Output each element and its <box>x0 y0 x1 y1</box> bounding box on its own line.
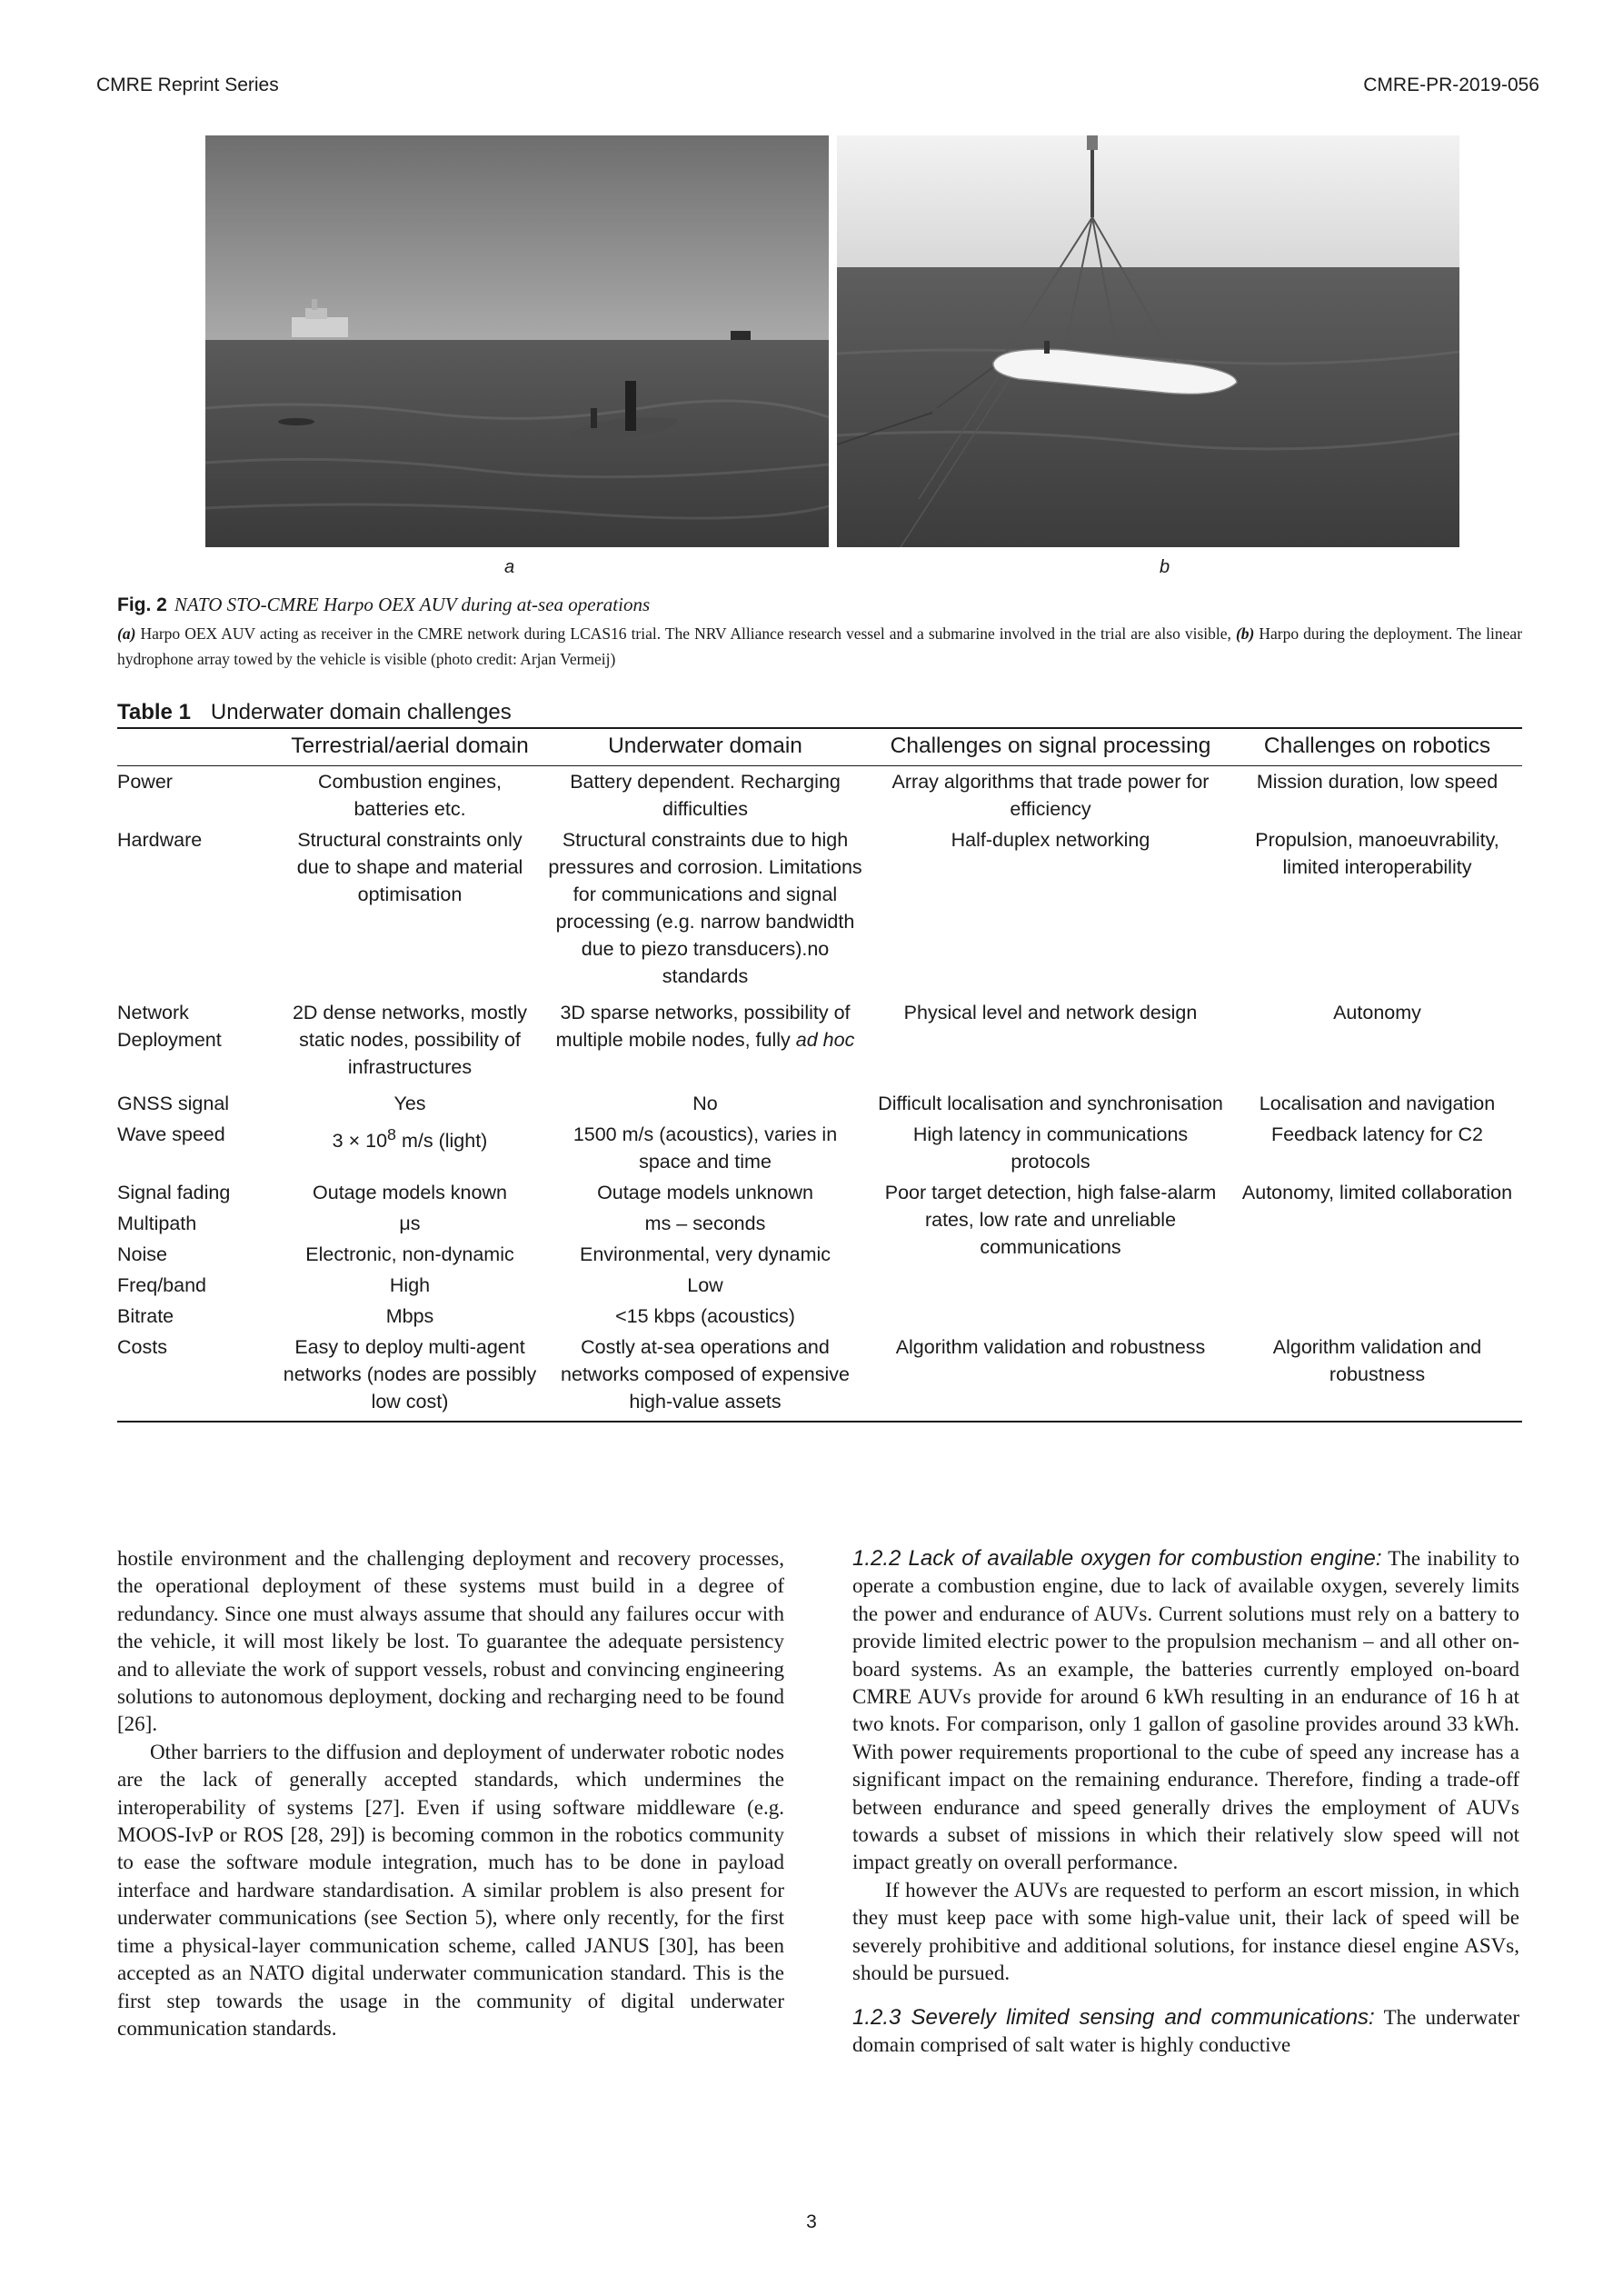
body-paragraph: Other barriers to the diffusion and deployment of underwater robotic nodes are the lack of generally accepted standards, which undermines the interoperability of systems [27]. Even if using software middleware (e.g. MOOS-IvP or ROS [28, 29]) is becoming common in the robotics community to ease the software module integration, much has to be done in payload interface and hardware standardisation. A similar problem is also present for underwater communications (see Section 5), where only recently, for the first time a physical-layer communication scheme, called JANUS [30], has been accepted as an NATO digital underwater communication standard. This is the first step towards the usage in the community of digital underwater communication standards. <box>117 1740 784 2040</box>
figure-description: (a) Harpo OEX AUV acting as receiver in the CMRE network during LCAS16 trial. The NRV Alliance research vessel and a submarine involved in the trial are also visible, (b) Harpo during the deployment. The linear hydrophone array towed by the vehicle is visible (photo credit: Arjan Vermeij) <box>117 624 1523 668</box>
table-cell: Outage models unknown <box>597 1182 813 1203</box>
table-row <box>117 1083 1522 1119</box>
table-cell: High <box>389 1274 431 1296</box>
table-header-row <box>117 728 1522 766</box>
table-cell: Mission duration, low speed <box>1256 771 1499 793</box>
table-cell: Structural constraints only due to shape and material optimisation <box>296 829 523 905</box>
row-header: Signal fading <box>117 1182 231 1203</box>
row-header: Power <box>117 771 173 793</box>
table-cell: Environmental, very dynamic <box>579 1243 831 1265</box>
table-cell: Yes <box>393 1093 426 1114</box>
table-cell: Mbps <box>385 1305 434 1327</box>
table-cell: Easy to deploy multi-agent networks (nodes are possibly low cost) <box>283 1336 537 1413</box>
header-cell <box>117 728 278 766</box>
table-cell: 3D sparse networks, possibility of multiple mobile nodes, fully ad hoc <box>555 1002 855 1051</box>
table-cell: Poor target detection, high false-alarm rates, low rate and unreliable communications <box>884 1182 1217 1258</box>
table-title: Underwater domain challenges <box>210 700 512 724</box>
section-heading: 1.2.3 Severely limited sensing and communications: <box>852 2004 1375 2030</box>
table-cell: Localisation and navigation <box>1259 1093 1496 1114</box>
header-cell: Challenges on signal processing <box>890 734 1211 758</box>
row-header: Network Deployment <box>117 1002 222 1051</box>
running-header-left: CMRE Reprint Series <box>96 75 279 95</box>
table-cell: $3 \times 10^8$ m/s (light) <box>332 1125 488 1153</box>
table-cell: Autonomy <box>1333 1002 1421 1023</box>
table-caption <box>117 700 512 725</box>
table-cell: <15 kbps (acoustics) <box>615 1305 795 1327</box>
body-column-left <box>117 1545 784 2042</box>
table-cell: μs <box>399 1213 421 1234</box>
body-paragraph: hostile environment and the challenging deployment and recovery processes, the operational deployment of these systems must build in a degree of redundancy. Since one must always assume that should any failures occur with the vehicle, it will most likely be lost. To guarantee the adequate persistency and to alleviate the work of support vessels, robust and convincing engineering solutions to autonomous deployment, docking and recharging need to be found [26]. <box>117 1547 784 1736</box>
body-paragraph: If however the AUVs are requested to perform an escort mission, in which they must keep pace with some high-value unit, their lack of speed will be severely prohibitive and additional solutions, for instance diesel engine ASVs, should be pursued. <box>852 1878 1519 1985</box>
table-row <box>117 824 1522 992</box>
table-cell: Autonomy, limited collaboration <box>1241 1182 1513 1203</box>
row-header: Multipath <box>117 1213 197 1234</box>
row-header: Wave speed <box>117 1123 225 1145</box>
header-cell: Underwater domain <box>608 734 802 758</box>
table-cell: No <box>692 1093 718 1114</box>
row-header: Bitrate <box>117 1305 174 1327</box>
photo-harpo-receiver <box>205 135 829 547</box>
challenges-table <box>117 727 1522 1423</box>
table-cell: 1500 m/s (acoustics), varies in space and time <box>573 1123 838 1173</box>
photo-harpo-deployment <box>837 135 1459 547</box>
table-row <box>117 1332 1522 1422</box>
table-cell: Combustion engines, batteries etc. <box>318 771 502 820</box>
table-cell: Feedback latency for C2 <box>1270 1123 1484 1145</box>
figure-title: NATO STO-CMRE Harpo OEX AUV during at-sea operations <box>174 594 651 615</box>
table-cell: Low <box>687 1274 723 1296</box>
table-cell: Algorithm validation and robustness <box>895 1336 1206 1358</box>
row-header: Freq/band <box>117 1274 207 1296</box>
table-cell: Outage models known <box>313 1182 507 1203</box>
table-cell: Array algorithms that trade power for efficiency <box>891 771 1210 820</box>
table-cell: ms – seconds <box>644 1213 766 1234</box>
figure-caption <box>117 591 1522 672</box>
table-row <box>117 992 1522 1083</box>
table-cell: Difficult localisation and synchronisation <box>878 1093 1223 1114</box>
table-label: Table 1 <box>117 700 191 724</box>
table-cell: Structural constraints due to high pressures and corrosion. Limitations for communications and signal processing (e.g. narrow bandwidth due to piezo transducers).no standards <box>548 829 862 987</box>
table-cell: 2D dense networks, mostly static nodes, possibility of infrastructures <box>292 1002 528 1078</box>
page-number: 3 <box>806 2211 817 2232</box>
table-cell: Physical level and network design <box>903 1002 1198 1023</box>
subfigure-label-b: b <box>1160 557 1170 577</box>
row-header: GNSS signal <box>117 1093 230 1114</box>
subfigure-label-a: a <box>504 557 515 577</box>
table-cell: Propulsion, manoeuvrability, limited interoperability <box>1255 829 1499 878</box>
row-header: Noise <box>117 1243 167 1265</box>
row-header: Hardware <box>117 829 203 851</box>
table-row <box>117 1177 1522 1208</box>
body-paragraph: 1.2.2 Lack of available oxygen for combustion engine: The inability to operate a combustion engine, due to lack of available oxygen, severely limits the power and endurance of AUVs. Current solutions must rely on a battery to provide limited electric power to the propulsion mechanism – and all other on-board systems. As an example, the batteries currently employed on-board CMRE AUVs provide for around 6 kWh resulting in an endurance of 16 h at two knots. For comparison, only 1 gallon of gasoline provides around 33 kWh. With power requirements proportional to the cube of speed any increase has a significant impact on the remaining endurance. Therefore, finding a trade-off between endurance and speed generally drives the employment of AUVs towards a subset of missions in which their relatively slow speed will not impact greatly on overall performance. <box>852 1546 1519 1874</box>
section-heading: 1.2.2 Lack of available oxygen for combustion engine: <box>852 1546 1382 1571</box>
table-row <box>117 1119 1522 1177</box>
figure-label: Fig. 2 <box>117 594 167 615</box>
table-cell: Costly at-sea operations and networks composed of expensive high-value assets <box>561 1336 850 1413</box>
table-cell: High latency in communications protocols <box>912 1123 1189 1173</box>
row-header: Costs <box>117 1336 167 1358</box>
running-header-right: CMRE-PR-2019-056 <box>1363 75 1539 95</box>
table-cell: Algorithm validation and robustness <box>1272 1336 1482 1385</box>
header-cell: Challenges on robotics <box>1263 734 1491 758</box>
table-row <box>117 766 1522 825</box>
body-column-right <box>852 1545 1519 2059</box>
table-cell: Half-duplex networking <box>951 829 1150 851</box>
body-paragraph: 1.2.3 Severely limited sensing and communications: The underwater domain comprised of salt water is highly conductive <box>852 2004 1520 2056</box>
header-cell: Terrestrial/aerial domain <box>291 734 529 758</box>
table-cell: Electronic, non-dynamic <box>305 1243 514 1265</box>
table-cell: Battery dependent. Recharging difficulties <box>570 771 841 820</box>
